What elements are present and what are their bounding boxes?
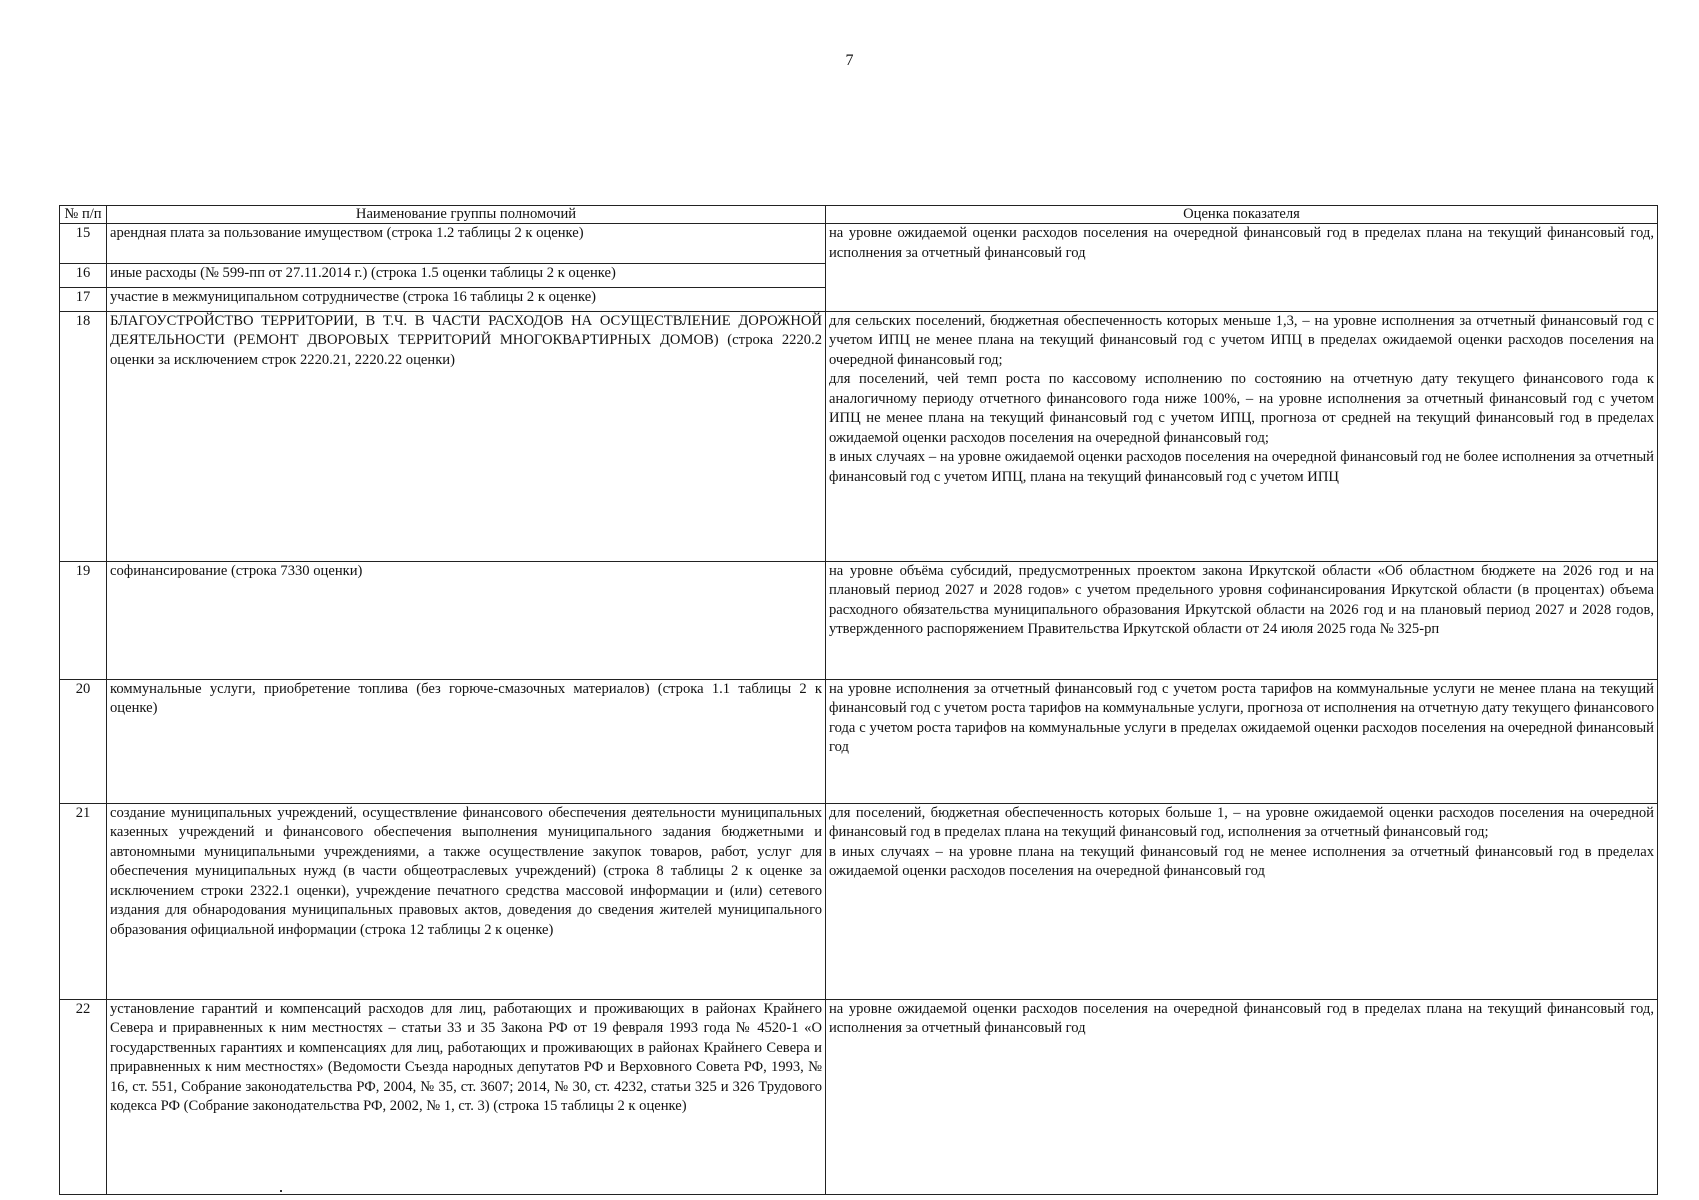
row-name: БЛАГОУСТРОЙСТВО ТЕРРИТОРИИ, В Т.Ч. В ЧАСТИ РАСХОДОВ НА ОСУЩЕСТВЛЕНИЕ ДОРОЖНОЙ ДЕЯТЕЛЬНОСТИ (РЕМОНТ ДВОРОВЫХ ТЕРРИТОРИЙ МНОГОКВАРТИРНЫХ ДОМОВ) (строка 2220.2 оценки за исключением строк 2220.21, 2220.22 оценки) bbox=[107, 311, 826, 561]
table-row bbox=[60, 679, 1658, 803]
table-row bbox=[60, 999, 1658, 1194]
assessment-paragraph: в иных случаях – на уровне плана на текущий финансовый год не менее исполнения за отчетный финансовый год в пределах ожидаемой оценки расходов поселения на очередной финансовый год bbox=[829, 843, 1654, 879]
row-assessment: на уровне исполнения за отчетный финансовый год с учетом роста тарифов на коммунальные услуги не менее плана на текущий финансовый год с учетом роста тарифов на коммунальные услуги, прогноза от исполнения на отчетную дату текущего финансового года с учетом роста тарифов на коммунальные услуги в пределах ожидаемой оценки расходов поселения на очередной финансовый год bbox=[826, 679, 1658, 803]
row-name: участие в межмуниципальном сотрудничестве (строка 16 таблицы 2 к оценке) bbox=[107, 287, 826, 311]
row-assessment bbox=[826, 311, 1658, 561]
row-name: софинансирование (строка 7330 оценки) bbox=[107, 561, 826, 679]
row-name: коммунальные услуги, приобретение топлива (без горюче-смазочных материалов) (строка 1.1 таблицы 2 к оценке) bbox=[107, 679, 826, 803]
header-name: Наименование группы полномочий bbox=[107, 206, 826, 224]
table-row bbox=[60, 561, 1658, 679]
table-row bbox=[60, 263, 1658, 287]
assessment-table bbox=[59, 205, 1658, 1195]
row-num: 22 bbox=[60, 999, 107, 1194]
row-name: иные расходы (№ 599-пп от 27.11.2014 г.) (строка 1.5 оценки таблицы 2 к оценке) bbox=[107, 263, 826, 287]
row-num: 17 bbox=[60, 287, 107, 311]
row-num: 18 bbox=[60, 311, 107, 561]
row-assessment-merged bbox=[826, 287, 1658, 311]
row-assessment: на уровне ожидаемой оценки расходов поселения на очередной финансовый год в пределах плана на текущий финансовый год, исполнения за отчетный финансовый год bbox=[826, 224, 1658, 264]
row-name: создание муниципальных учреждений, осуществление финансового обеспечения деятельности муниципальных казенных учреждений и финансового обеспечения выполнения муниципального задания бюджетными и автономными муниципальными учреждениями, а также осуществление закупок товаров, работ, услуг для обеспечения муниципальных нужд (в части общеотраслевых учреждений) (строка 8 таблицы 2 к оценке за исключением строки 2322.1 оценки), учреждение печатного средства массовой информации и (или) сетевого издания для обнародования муниципальных правовых актов, доведения до сведения жителей муниципального образования официальной информации (строка 12 таблицы 2 к оценке) bbox=[107, 803, 826, 999]
row-assessment: на уровне объёма субсидий, предусмотренных проектом закона Иркутской области «Об областном бюджете на 2026 год и на плановый период 2027 и 2028 годов» с учетом предельного уровня софинансирования Иркутской области (в процентах) объема расходного обязательства муниципального образования Иркутской области на 2026 год и на плановый период 2027 и 2028 годов, утвержденного распоряжением Правительства Иркутской области от 24 июля 2025 года № 325-рп bbox=[826, 561, 1658, 679]
row-num: 21 bbox=[60, 803, 107, 999]
row-num: 20 bbox=[60, 679, 107, 803]
row-assessment bbox=[826, 803, 1658, 999]
assessment-paragraph: в иных случаях – на уровне ожидаемой оценки расходов поселения на очередной финансовый год не более исполнения за отчетный финансовый год с учетом ИПЦ, плана на текущий финансовый год с учетом ИПЦ bbox=[829, 449, 1654, 485]
row-assessment-merged bbox=[826, 263, 1658, 287]
table-row bbox=[60, 224, 1658, 264]
header-num: № п/п bbox=[60, 206, 107, 224]
assessment-paragraph: для сельских поселений, бюджетная обеспеченность которых меньше 1,3, – на уровне исполнения за отчетный финансовый год с учетом ИПЦ не менее плана на текущий финансовый год с учетом ИПЦ в пределах ожидаемой оценки расходов поселения на очередной финансовый год; bbox=[829, 312, 1654, 368]
table-header-row bbox=[60, 206, 1658, 224]
table-row bbox=[60, 803, 1658, 999]
row-num: 15 bbox=[60, 224, 107, 264]
header-assessment: Оценка показателя bbox=[826, 206, 1658, 224]
page-number: 7 bbox=[845, 52, 854, 69]
row-num: 19 bbox=[60, 561, 107, 679]
assessment-paragraph: для поселений, бюджетная обеспеченность которых больше 1, – на уровне ожидаемой оценки расходов поселения на очередной финансовый год в пределах плана на текущий финансовый год, исполнения за отчетный финансовый год; bbox=[829, 804, 1654, 840]
row-assessment: на уровне ожидаемой оценки расходов поселения на очередной финансовый год в пределах плана на текущий финансовый год, исполнения за отчетный финансовый год bbox=[826, 999, 1658, 1194]
table-row bbox=[60, 311, 1658, 561]
assessment-paragraph: для поселений, чей темп роста по кассовому исполнению по состоянию на отчетную дату текущего финансового года к аналогичному периоду отчетного финансового года ниже 100%, – на уровне исполнения за отчетный финансовый год с учетом ИПЦ не менее плана на текущий финансовый год с учетом ИПЦ, прогноза от средней на текущий финансовый год в пределах ожидаемой оценки расходов поселения на очередной финансовый год; bbox=[829, 371, 1654, 446]
row-num: 16 bbox=[60, 263, 107, 287]
row-name: установление гарантий и компенсаций расходов для лиц, работающих и проживающих в районах Крайнего Севера и приравненных к ним местностях – статьи 33 и 35 Закона РФ от 19 февраля 1993 года № 4520-1 «О государственных гарантиях и компенсациях для лиц, работающих и проживающих в районах Крайнего Севера и приравненных к ним местностях» (Ведомости Съезда народных депутатов РФ и Верховного Совета РФ, 1993, № 16, ст. 551, Собрание законодательства РФ, 2004, № 35, ст. 3607; 2014, № 30, ст. 4232, статьи 325 и 326 Трудового кодекса РФ (Собрание законодательства РФ, 2002, № 1, ст. 3) (строка 15 таблицы 2 к оценке) bbox=[107, 999, 826, 1194]
scan-dot bbox=[280, 1190, 282, 1192]
row-name: арендная плата за пользование имуществом (строка 1.2 таблицы 2 к оценке) bbox=[107, 224, 826, 264]
table-row bbox=[60, 287, 1658, 311]
